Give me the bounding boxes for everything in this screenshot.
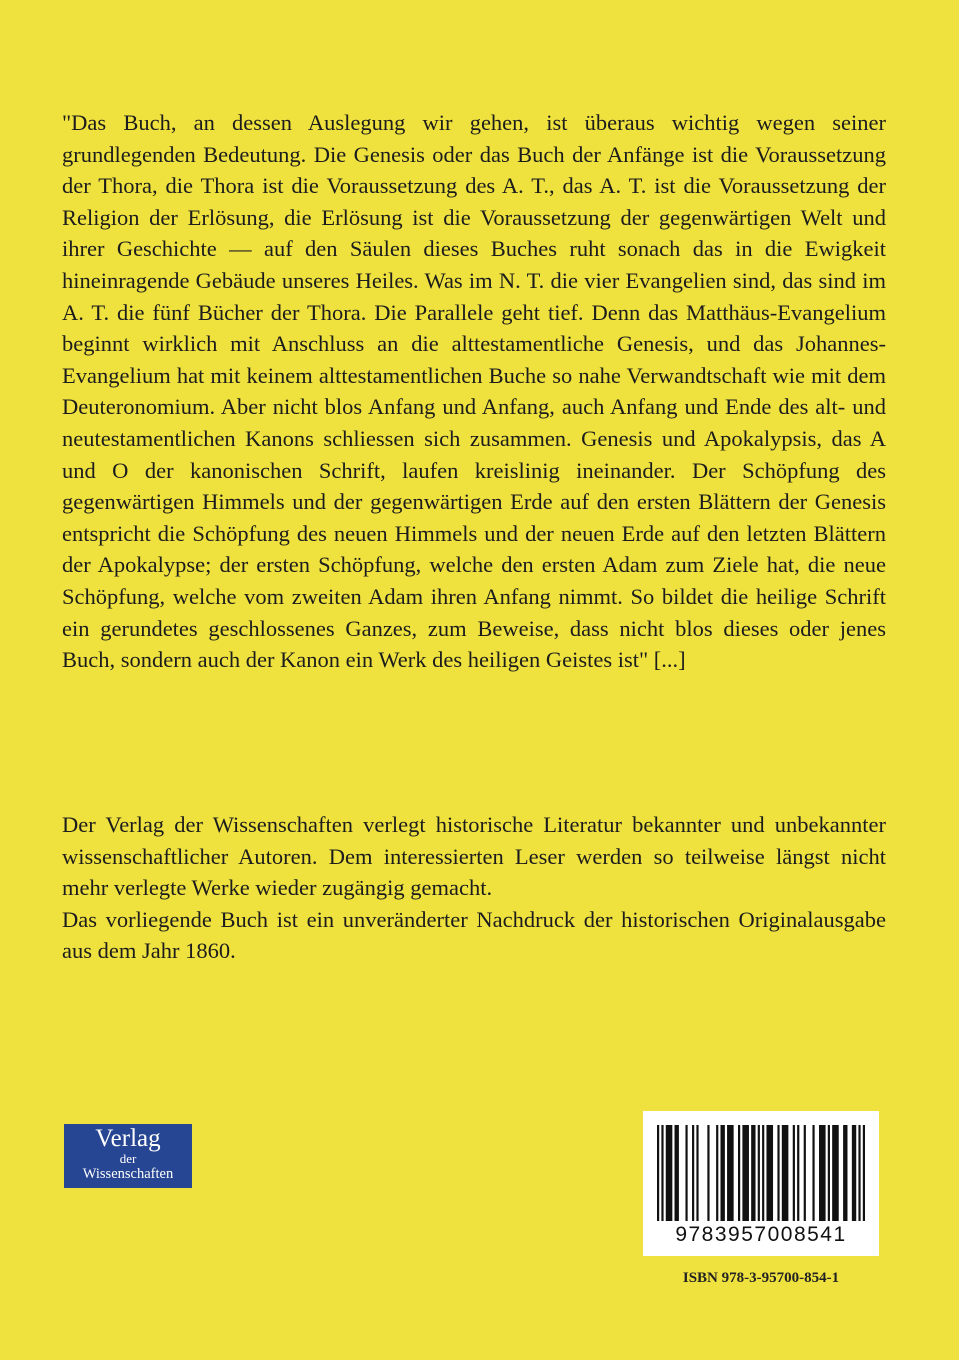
barcode-bar [766,1125,773,1221]
publisher-description [62,809,886,967]
barcode-bar [727,1125,734,1221]
barcode-bar [742,1125,749,1221]
barcode-bar [852,1125,856,1221]
barcode-bar [782,1125,789,1221]
barcode-bar [797,1125,799,1221]
quote-blurb: "Das Buch, an dessen Auslegung wir gehen, ist überaus wichtig wegen seiner grundlegenden Bedeutung. Die Genesis oder das Buch der Anfänge ist die Voraussetzung der Thora, die Thora ist die Voraussetzung des A. T., das A. T. ist die Voraussetzung der Religion der Erlösung, die Erlösung ist die Voraussetzung der gegenwärtigen Welt und ihrer Geschichte — auf den Säulen dieses Buches ruht sonach das in die Ewigkeit hineinragende Gebäude unseres Heiles. Was im N. T. die vier Evangelien sind, das sind im A. T. die fünf Bücher der Thora. Die Parallele geht tief. Denn das Matthäus-Evangelium beginnt wirklich mit Anschluss an die alttestamentliche Genesis, und das Johannes-Evangelium hat mit keinem alttestamentlichen Buche so nahe Verwandtschaft wie mit dem Deuteronomium. Aber nicht blos Anfang und Anfang, auch Anfang und Ende des alt- und neutestamentlichen Kanons schliessen sich zusammen. Genesis und Apokalypsis, das A und O der kanonischen Schrift, laufen kreislinig ineinander. Der Schöpfung des gegenwärtigen Himmels und der gegenwärtigen Erde auf den ersten Blättern der Genesis entspricht die Schöpfung des neuen Himmels und der neuen Erde auf den letzten Blättern der Apokalypse; der ersten Schöpfung, welche den ersten Adam zum Ziele hat, die neue Schöpfung, welche vom zweiten Adam ihren Anfang nimmt. So bildet die heilige Schrift ein gerundetes geschlossenes Ganzes, zum Beweise, dass nicht blos dieses oder jenes Buch, sondern auch der Kanon ein Werk des heiligen Geistes ist" [...] [62,110,886,673]
barcode-bar [707,1125,709,1221]
barcode-bar [843,1125,847,1221]
barcode [643,1111,879,1256]
barcode-bar [863,1125,865,1221]
barcode-bar [661,1125,663,1221]
barcode-bar [777,1125,779,1221]
logo-line-wissenschaften: Wissenschaften [82,1166,174,1182]
barcode-bars [657,1125,865,1225]
barcode-bar [657,1125,659,1221]
reprint-note: Das vorliegende Buch ist ein unveränderter Nachdruck der historischen Originalausgabe aus dem Jahr 1860. [62,906,886,964]
barcode-bar [720,1125,724,1221]
barcode-bar [675,1125,679,1221]
logo-line-der: der [119,1151,137,1166]
barcode-bar [758,1125,760,1221]
barcode-bar [685,1125,687,1221]
barcode-bar [793,1125,795,1221]
isbn-label: ISBN 978-3-95700-854-1 [682,1270,840,1286]
barcode-bar [762,1125,764,1221]
barcode-bar [858,1125,860,1221]
barcode-bar [738,1125,740,1221]
barcode-bar [716,1125,718,1221]
publisher-logo [64,1124,192,1188]
barcode-bar [666,1125,673,1221]
barcode-bar [828,1125,830,1221]
barcode-bar [692,1125,694,1221]
barcode-bar [819,1125,826,1221]
barcode-bar [832,1125,839,1221]
publisher-paragraph: Der Verlag der Wissenschaften verlegt historische Literatur bekannter und unbekannter wissenschaftlicher Autoren. Dem interessierten Leser werden so teilweise längst nicht mehr verlegte Werke wieder zugängig gemacht. [62,812,886,901]
logo-line-verlag: Verlag [95,1125,161,1152]
barcode-bar [751,1125,755,1221]
barcode-digits: 9783957008541 [675,1223,847,1246]
barcode-bar [696,1125,698,1221]
barcode-bar [804,1125,806,1221]
barcode-bar [812,1125,814,1221]
